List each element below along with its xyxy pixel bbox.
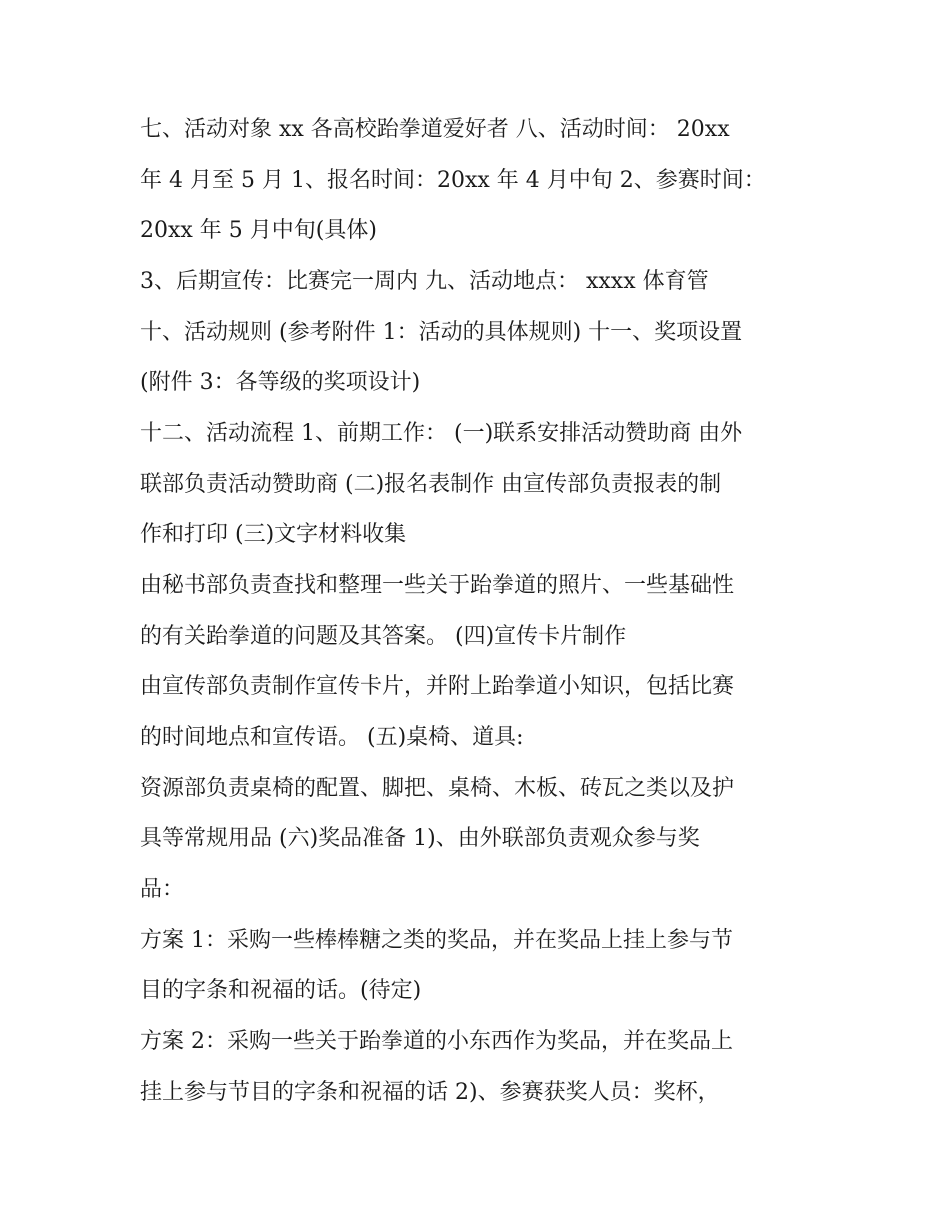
- text-line: 目的字条和祝福的话。(待定): [140, 978, 422, 1003]
- text-line: 七、活动对象 xx 各高校跆拳道爱好者 八、活动时间： 20xx: [140, 117, 730, 142]
- text-line: 20xx 年 5 月中旬(具体): [140, 218, 377, 243]
- text-line: 联部负责活动赞助商 (二)报名表制作 由宣传部负责报表的制: [140, 472, 722, 497]
- text-line: 作和打印 (三)文字材料收集: [140, 522, 407, 547]
- text-line: 品：: [140, 877, 185, 902]
- text-line: 方案 2：采购一些关于跆拳道的小东西作为奖品，并在奖品上: [140, 1029, 733, 1054]
- text-line: 年 4 月至 5 月 1、报名时间：20xx 年 4 月中旬 2、参赛时间：: [140, 168, 766, 193]
- text-line: 资源部负责桌椅的配置、脚把、桌椅、木板、砖瓦之类以及护: [140, 776, 735, 801]
- text-line: 的有关跆拳道的问题及其答案。 (四)宣传卡片制作: [140, 624, 627, 649]
- text-line: 方案 1：采购一些棒棒糖之类的奖品，并在奖品上挂上参与节: [140, 928, 733, 953]
- text-line: 由秘书部负责查找和整理一些关于跆拳道的照片、一些基础性: [140, 573, 735, 598]
- text-line: 具等常规用品 (六)奖品准备 1)、由外联部负责观众参与奖: [140, 826, 700, 851]
- text-line: 3、后期宣传：比赛完一周内 九、活动地点： xxxx 体育管: [140, 269, 709, 294]
- text-line: 十、活动规则 (参考附件 1：活动的具体规则) 十一、奖项设置: [140, 320, 743, 345]
- text-line: 的时间地点和宣传语。 (五)桌椅、道具:: [140, 725, 524, 750]
- text-line: 由宣传部负责制作宣传卡片，并附上跆拳道小知识，包括比赛: [140, 674, 735, 699]
- text-line: 挂上参与节目的字条和祝福的话 2)、参赛获奖人员：奖杯，: [140, 1080, 720, 1105]
- text-line: 十二、活动流程 1、前期工作： (一)联系安排活动赞助商 由外: [140, 421, 743, 446]
- text-line: (附件 3：各等级的奖项设计): [140, 370, 421, 395]
